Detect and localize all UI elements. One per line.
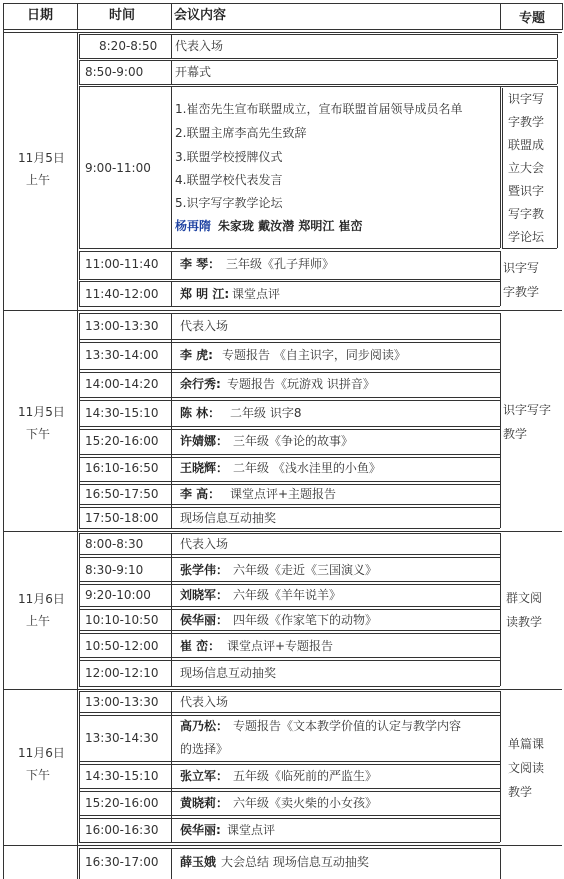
header-time: 时间: [109, 8, 136, 23]
table-row-time: 8:00-8:30: [85, 537, 144, 551]
table-row-content: 专题报告《玩游戏 识拼音》: [227, 377, 375, 391]
speaker-name: 李 虎:: [180, 348, 213, 362]
speaker-name: 黄晓莉：: [180, 796, 229, 810]
topic-line: 识字写字: [503, 403, 552, 417]
speaker-name: 侯华丽:: [180, 823, 221, 837]
table-row-content: 二年级 《浅水洼里的小鱼》: [233, 461, 381, 475]
table-row-content: 课堂点评+专题报告: [227, 639, 334, 653]
section1-date: 11月5日: [18, 151, 65, 165]
table-row-time: 10:50-12:00: [85, 639, 159, 653]
agenda-item: 1.崔峦先生宣布联盟成立，宣布联盟首届领导成员名单: [175, 102, 463, 116]
table-row-content: 课堂点评: [232, 287, 281, 301]
topic-line: 群文阅: [506, 591, 543, 605]
table-row-content-cont: 的选择》: [180, 742, 229, 756]
topic-line: 识字写: [503, 261, 540, 275]
speaker-name: 张学伟：: [180, 563, 229, 577]
table-row-time: 14:30-15:10: [85, 406, 159, 420]
topic-line: 字教学: [503, 285, 540, 299]
speaker-name: 李 高：: [180, 487, 221, 501]
table-row-time: 16:50-17:50: [85, 487, 159, 501]
table-row-time: 13:30-14:30: [85, 731, 159, 745]
table-row-time: 10:10-10:50: [85, 613, 159, 627]
section1-period: 上午: [26, 173, 51, 187]
table-row-time: 13:00-13:30: [85, 319, 159, 333]
agenda-item: 3.联盟学校授牌仪式: [175, 150, 283, 164]
table-row-content: 三年级《孔子拜师》: [226, 257, 335, 271]
table-row-time: 8:30-9:10: [85, 563, 144, 577]
speaker-name: 余行秀:: [180, 377, 221, 391]
speaker-name: 刘晓军：: [180, 588, 229, 602]
header-topic: 专题: [519, 11, 546, 26]
table-row-time: 11:40-12:00: [85, 287, 159, 301]
table-row-content: 开幕式: [175, 65, 212, 79]
agenda-item: 2.联盟主席李高先生致辞: [175, 126, 307, 140]
topic-line: 文阅读: [508, 761, 545, 775]
table-row-time: 16:30-17:00: [85, 855, 159, 869]
section2-date: 11月5日: [18, 405, 65, 419]
topic-line: 读教学: [506, 615, 543, 629]
topic-line: 写字教: [508, 207, 545, 221]
agenda-item: 4.联盟学校代表发言: [175, 173, 283, 187]
table-row-time: 16:10-16:50: [85, 461, 159, 475]
speaker-name: 薛玉娥: [180, 855, 217, 869]
table-row-content: 课堂点评: [227, 823, 276, 837]
section4-date: 11月6日: [18, 746, 65, 760]
speaker-name: 郑 明 江:: [180, 287, 230, 301]
table-row-time: 9:00-11:00: [85, 161, 151, 175]
speaker-name: 张立军：: [180, 769, 229, 783]
forum-speaker-lead: 杨再隋: [175, 219, 212, 233]
header-content: 会议内容: [174, 8, 227, 23]
table-row-content: 专题报告《文本教学价值的认定与教学内容: [233, 719, 462, 733]
table-row-content: 代表入场: [180, 537, 229, 551]
topic-line: 字教学: [508, 115, 545, 129]
table-row-time: 13:30-14:00: [85, 348, 159, 362]
header-date: 日期: [27, 8, 54, 23]
table-row-content: 课堂点评+主题报告: [230, 487, 337, 501]
table-row-time: 14:00-14:20: [85, 377, 159, 391]
topic-line: 联盟成: [508, 138, 545, 152]
speaker-name: 陈 林：: [180, 406, 221, 420]
table-row-content: 六年级《走近《三国演义》: [233, 563, 378, 577]
table-row-time: 12:00-12:10: [85, 666, 159, 680]
table-row-time: 15:20-16:00: [85, 434, 159, 448]
table-row-time: 17:50-18:00: [85, 511, 159, 525]
table-row-content: 五年级《临死前的严监生》: [233, 769, 378, 783]
table-row-time: 15:20-16:00: [85, 796, 159, 810]
agenda-item: 5.识字写字教学论坛: [175, 196, 283, 210]
table-row-time: 13:00-13:30: [85, 695, 159, 709]
table-row-time: 8:20-8:50: [99, 39, 158, 53]
speaker-name: 侯华丽：: [180, 613, 229, 627]
table-row-content: 专题报告 《自主识字，同步阅读》: [222, 348, 406, 362]
section4-period: 下午: [26, 768, 51, 782]
speaker-name: 许婧娜：: [180, 434, 229, 448]
table-row-content: 大会总结 现场信息互动抽奖: [221, 855, 369, 869]
table-row-content: 代表入场: [180, 695, 229, 709]
topic-line: 单篇课: [508, 737, 545, 751]
topic-line: 暨识字: [508, 184, 545, 198]
section3-date: 11月6日: [18, 592, 65, 606]
table-row-time: 14:30-15:10: [85, 769, 159, 783]
speaker-name: 崔 峦：: [180, 639, 221, 653]
table-row-content: 现场信息互动抽奖: [180, 511, 277, 525]
section3-period: 上午: [26, 614, 51, 628]
table-row-content: 现场信息互动抽奖: [180, 666, 277, 680]
forum-speakers: 朱家珑 戴汝潜 郑明江 崔峦: [218, 219, 363, 233]
table-row-content: 代表入场: [175, 39, 224, 53]
speaker-name: 高乃松：: [180, 719, 229, 733]
topic-line: 立大会: [508, 161, 545, 175]
table-row-content: 四年级《作家笔下的动物》: [233, 613, 378, 627]
table-row-time: 16:00-16:30: [85, 823, 159, 837]
table-row-content: 代表入场: [180, 319, 229, 333]
speaker-name: 李 琴：: [180, 257, 221, 271]
table-row-time: 8:50-9:00: [85, 65, 144, 79]
table-row-time: 11:00-11:40: [85, 257, 159, 271]
table-row-content: 六年级《羊年说羊》: [233, 588, 342, 602]
speaker-name: 王晓辉：: [180, 461, 229, 475]
topic-line: 识字写: [508, 92, 545, 106]
table-row-content: 二年级 识字8: [230, 406, 302, 420]
table-row-time: 9:20-10:00: [85, 588, 151, 602]
section2-period: 下午: [26, 427, 51, 441]
topic-line: 教学: [508, 785, 533, 799]
topic-line: 教学: [503, 427, 528, 441]
topic-line: 学论坛: [508, 230, 545, 244]
table-row-content: 三年级《争论的故事》: [233, 434, 354, 448]
table-row-content: 六年级《卖火柴的小女孩》: [233, 796, 378, 810]
